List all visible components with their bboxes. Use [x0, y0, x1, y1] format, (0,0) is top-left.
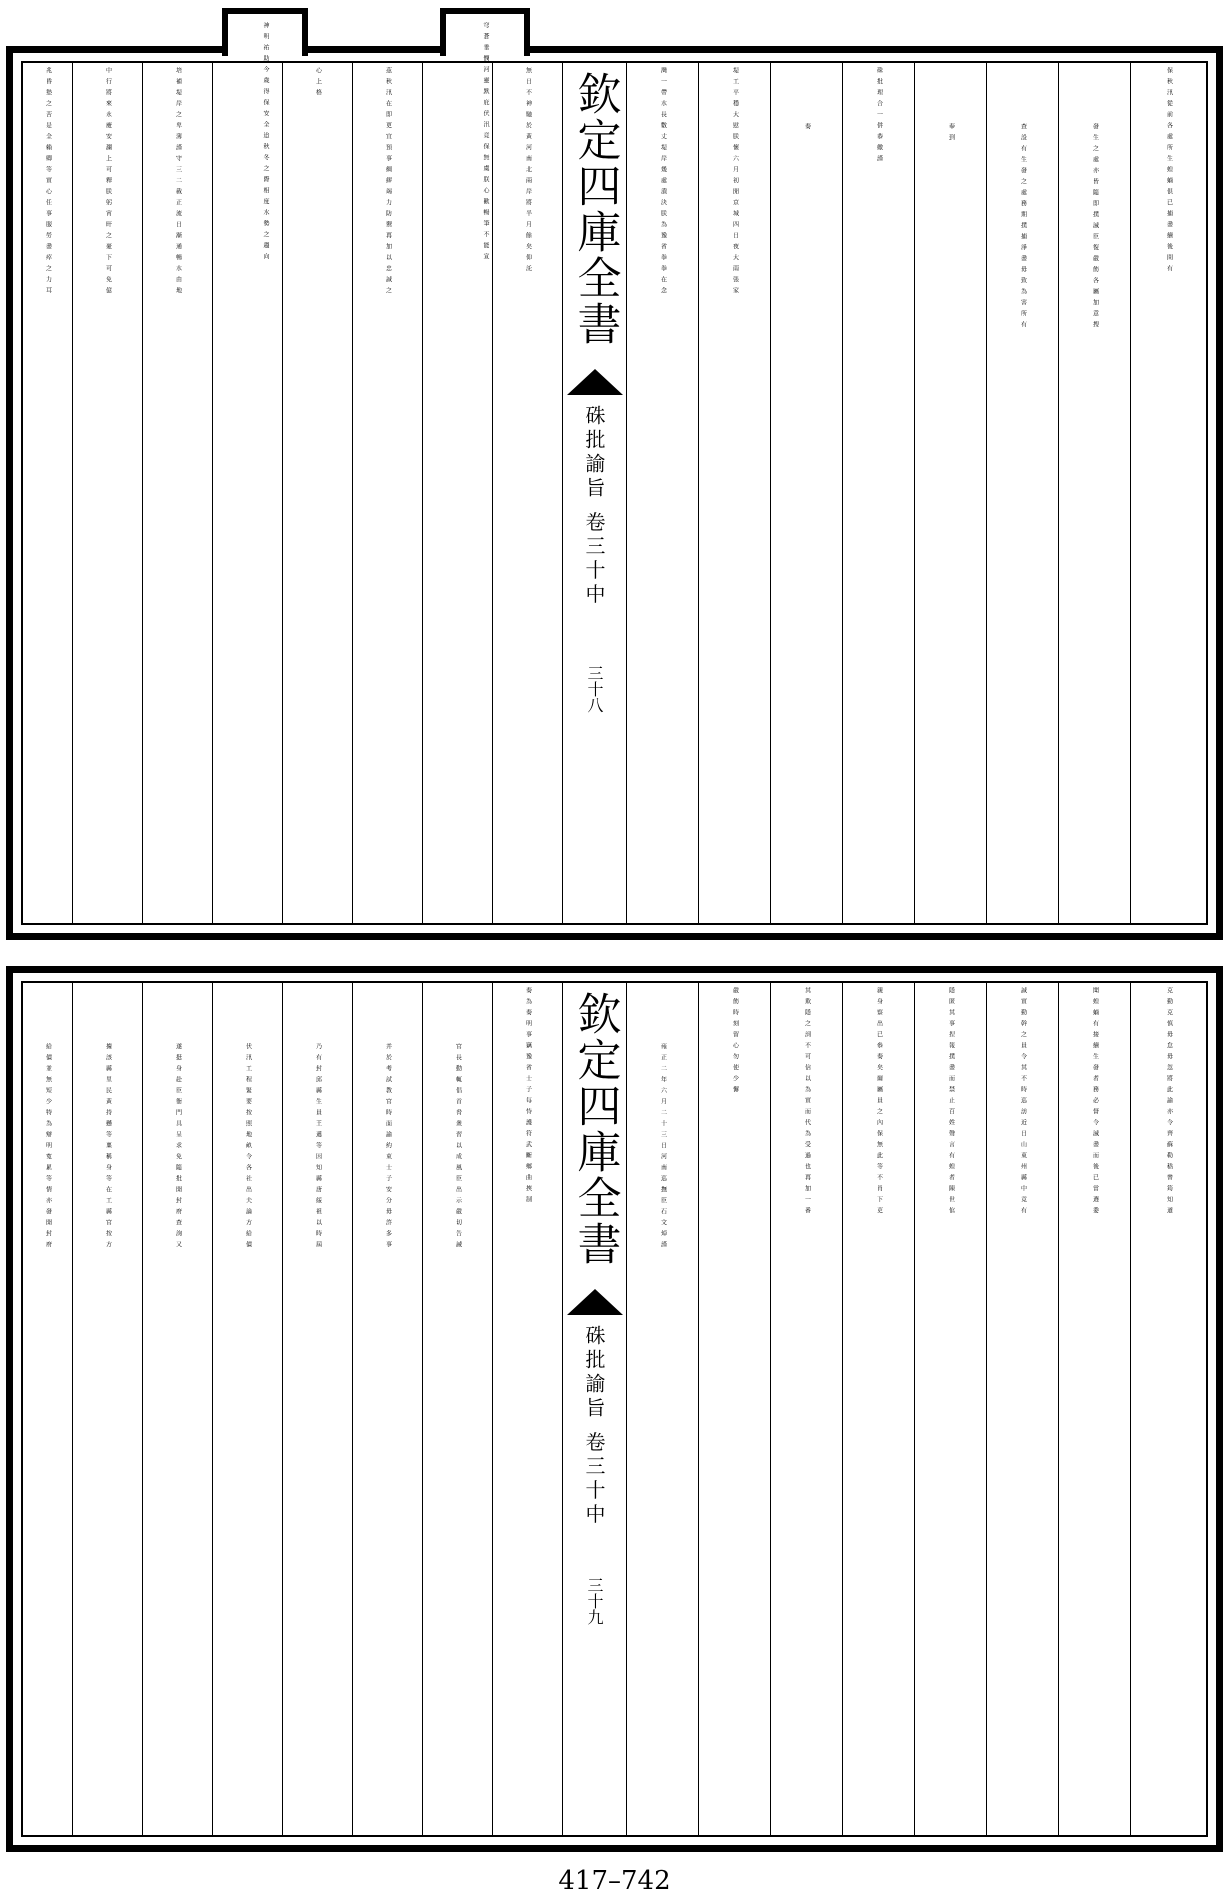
top-column-5: [842, 63, 914, 923]
bottom-left-column-6-text: 遂挺身赴臣衙門具呈求免隨批開封府查詢又: [174, 1043, 182, 1252]
bottom-column-6-text: 其欺隱之詞不可信以為實而代為受過也再加一番: [803, 987, 811, 1218]
bottom-column-8-text: 雍正二年六月二十三日河南巡撫臣石文焯謹: [659, 1043, 667, 1252]
top-center-strip: [562, 63, 626, 923]
bottom-column-5-text: 親身察出已叅奏矣爾屬員之內保無此等不肖下吏: [875, 987, 883, 1218]
bottom-column-2-text: 聞蝗蝻有接續生發者務必督令滅盡而後已當選委: [1091, 987, 1099, 1218]
top-column-7: [698, 63, 770, 923]
bottom-column-1-text: 克勤克慎毋怠毋忽將此諭亦令齊蘇勒嵇曾筠知道: [1165, 987, 1173, 1218]
bottom-panel-columns: [21, 981, 1208, 1837]
elevated-column-left: [232, 22, 298, 922]
bottom-left-column-1-text: 奏為奏明事竊豫省士子每恃護符武斷鄉曲挾制: [524, 987, 532, 1207]
bottom-center-strip: [562, 983, 626, 1835]
bottom-left-column-7: [72, 983, 142, 1835]
bottom-column-6: [770, 983, 842, 1835]
bottom-column-3: [986, 983, 1058, 1835]
top-left-column-4-text: 心上格: [314, 67, 322, 100]
top-column-2-text: 發生之處亦皆隨即撲滅臣復嚴飭各屬加意搜: [1091, 123, 1099, 332]
bottom-column-2: [1058, 983, 1130, 1835]
bottom-left-column-8-text: 給價並無短少特為辯明寃累等情亦發開封府: [44, 1043, 52, 1252]
top-column-8: [626, 63, 698, 923]
top-center-title: 欽定四庫全書: [569, 71, 621, 347]
bottom-left-column-3-text: 并於考試教官時面諭約束士子安分毋許多事: [384, 1043, 392, 1252]
bottom-center-leaf-number: 三十九: [585, 1577, 604, 1625]
fish-tail-mark-icon: [567, 1289, 623, 1315]
elevated-column-left-text: 神明祐助今歲得保安全迨秋冬之際相度水勢之趨向: [262, 22, 269, 264]
top-column-3: [986, 63, 1058, 923]
bottom-left-column-1: [492, 983, 562, 1835]
bottom-left-column-7-text: 據該縣里民黃持懸等稟稱身等在工縣官按方: [104, 1043, 112, 1252]
top-column-3-text: 查設有生發之處務期撲捕淨盡毋致為害所有: [1019, 123, 1027, 332]
bottom-left-column-2-text: 官長動輒倡首脅衆習以成風臣出示嚴切告誡: [454, 1043, 462, 1252]
bottom-column-8: [626, 983, 698, 1835]
top-column-4: [914, 63, 986, 923]
top-panel: [6, 46, 1223, 940]
bottom-column-4: [914, 983, 986, 1835]
bottom-left-column-6: [142, 983, 212, 1835]
bottom-column-4-text: 隱匿其事捏報撲盡而禁止百姓聲言有蝗者陳世倌: [947, 987, 955, 1218]
top-left-column-7-text: 中行將來永慶安瀾上可釋朕躬宵旰之憂下可免億: [104, 67, 112, 298]
top-left-column-6: [142, 63, 212, 923]
bottom-panel: [6, 966, 1223, 1852]
top-column-1-text: 保秋汛從前各處所生蝗蝻俱已捕盡續後間有: [1165, 67, 1173, 276]
top-left-column-7: [72, 63, 142, 923]
top-column-6: [770, 63, 842, 923]
top-column-7-text: 堤工平穩大慰朕懷六月初閒京城四日夜大雨張家: [731, 67, 739, 298]
page-number: 417–742: [558, 1866, 671, 1896]
top-column-6-text: 奏: [803, 123, 811, 134]
top-center-leaf-number: 三十八: [585, 665, 604, 713]
bottom-left-column-2: [422, 983, 492, 1835]
bottom-left-column-4-text: 乃有封邱縣生員王遜等因知縣唐綏祖以時屆: [314, 1043, 322, 1252]
top-left-column-3: [352, 63, 422, 923]
bottom-center-subtitle: 硃批諭旨 卷三十中: [582, 1325, 606, 1528]
top-panel-columns: [21, 61, 1208, 925]
elevated-column-right-text: 穹蒼垂憫河靈默庇伏汛竟保無虞朕心歡暢筆不能宣: [482, 22, 489, 264]
bottom-left-column-8: [23, 983, 72, 1835]
top-left-column-3-text: 茲秋汛在即更宜預事綢繆竭力防禦再加以忠誠之: [384, 67, 392, 298]
bottom-left-column-5: [212, 983, 282, 1835]
top-column-5-text: 硃批理合一併恭繳謹: [875, 67, 883, 166]
bottom-column-1: [1130, 983, 1206, 1835]
bottom-left-column-5-text: 伏汛工程緊要按照地畝令各社出夫論方給價: [244, 1043, 252, 1252]
bottom-column-5: [842, 983, 914, 1835]
top-left-column-6-text: 培補堤岸之卑薄謹守三二載正流日漸通暢水由地: [174, 67, 182, 298]
top-left-column-8: [23, 63, 72, 923]
elevated-column-right: [452, 22, 518, 922]
top-column-2: [1058, 63, 1130, 923]
top-column-1: [1130, 63, 1206, 923]
fish-tail-mark-icon: [567, 369, 623, 395]
bottom-column-7-text: 嚴飭時刻留心勿使少懈: [731, 987, 739, 1097]
bottom-column-3-text: 誠實勤幹之員令其不時巡訪近日山東州縣中竟有: [1019, 987, 1027, 1218]
bottom-center-title: 欽定四庫全書: [569, 991, 621, 1267]
top-left-column-1-text: 無日不神馳於黃河南北兩岸將半月餘矣仰託: [524, 67, 532, 276]
top-column-4-text: 奉到: [947, 123, 955, 145]
top-column-8-text: 灣一帶水長數丈堤岸幾處潰決朕為豫省拳拳在念: [659, 67, 667, 298]
bottom-left-column-4: [282, 983, 352, 1835]
top-left-column-8-text: 兆昏墊之苦是全賴卿等實心任事服勞盡瘁之力耳: [44, 67, 52, 298]
top-center-subtitle: 硃批諭旨 卷三十中: [582, 405, 606, 608]
bottom-left-column-3: [352, 983, 422, 1835]
bottom-column-7: [698, 983, 770, 1835]
